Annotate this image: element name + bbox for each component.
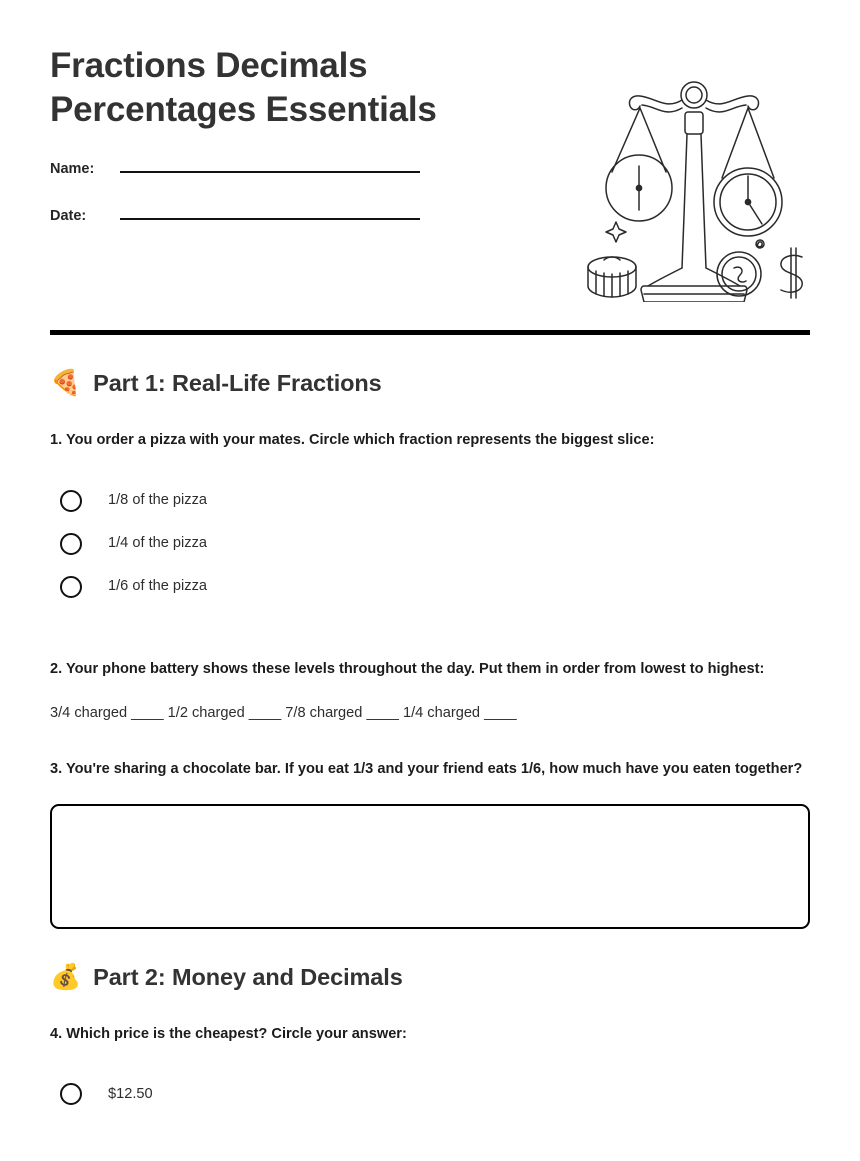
section-2-title: Part 2: Money and Decimals (93, 963, 403, 990)
worksheet-header (0, 0, 860, 330)
option-row[interactable] (50, 522, 810, 565)
question-1-text: 1. You order a pizza with your mates. Circle which fraction represents the biggest slice: (50, 432, 655, 448)
radio-circle-icon[interactable] (60, 1083, 82, 1105)
balance-scale-illustration (570, 72, 820, 302)
header-divider (50, 330, 810, 335)
date-input-line[interactable] (120, 205, 420, 220)
page-title (50, 44, 520, 132)
coin-stack-icon (588, 257, 636, 297)
section-part-2 (0, 964, 860, 1116)
sparkle-icon (606, 222, 626, 242)
option-row[interactable] (50, 565, 810, 608)
option-row[interactable] (50, 1073, 810, 1116)
section-part-1 (0, 370, 860, 929)
scale-ring-icon (681, 82, 707, 108)
radio-circle-icon[interactable] (60, 576, 82, 598)
radio-circle-icon[interactable] (60, 533, 82, 555)
option-row[interactable] (50, 479, 810, 522)
spacer (50, 608, 810, 626)
page-title-line-2: Percentages Essentials (50, 90, 437, 130)
question-3-answer-box[interactable] (50, 804, 810, 929)
question-2-answer-line[interactable]: 3/4 charged ____ 1/2 charged ____ 7/8 charged ____ 1/4 charged ____ (50, 705, 517, 722)
section-1-heading (50, 370, 810, 397)
money-bag-icon: 💰 (50, 962, 82, 991)
name-field-row (50, 158, 480, 205)
question-2-text: 2. Your phone battery shows these levels throughout the day. Put them in order from lowest to highest: (50, 661, 765, 678)
coin-icon (717, 252, 761, 296)
question-4-options (50, 1073, 810, 1116)
section-2-heading (50, 964, 810, 991)
name-input-line[interactable] (120, 158, 420, 173)
page-title-line-1: Fractions Decimals (50, 46, 368, 85)
option-label: 1/4 of the pizza (108, 535, 207, 552)
date-field-label: Date: (50, 208, 87, 225)
pizza-slice-icon: 🍕 (50, 369, 82, 397)
name-field-label: Name: (50, 161, 95, 178)
question-3-text: 3. You're sharing a chocolate bar. If you eat 1/3 and your friend eats 1/6, how much have you eaten together? (50, 760, 803, 777)
option-label: 1/6 of the pizza (108, 578, 207, 595)
dollar-sign-icon (781, 248, 802, 298)
student-info-fields (50, 158, 480, 252)
section-1-title: Part 1: Real-Life Fractions (93, 370, 382, 396)
radio-circle-icon[interactable] (60, 490, 82, 512)
date-field-row (50, 205, 480, 252)
option-label: $12.50 (108, 1085, 153, 1102)
question-4-text: 4. Which price is the cheapest? Circle your answer: (50, 1025, 407, 1042)
question-1-options (50, 479, 810, 608)
option-label: 1/8 of the pizza (108, 492, 207, 509)
